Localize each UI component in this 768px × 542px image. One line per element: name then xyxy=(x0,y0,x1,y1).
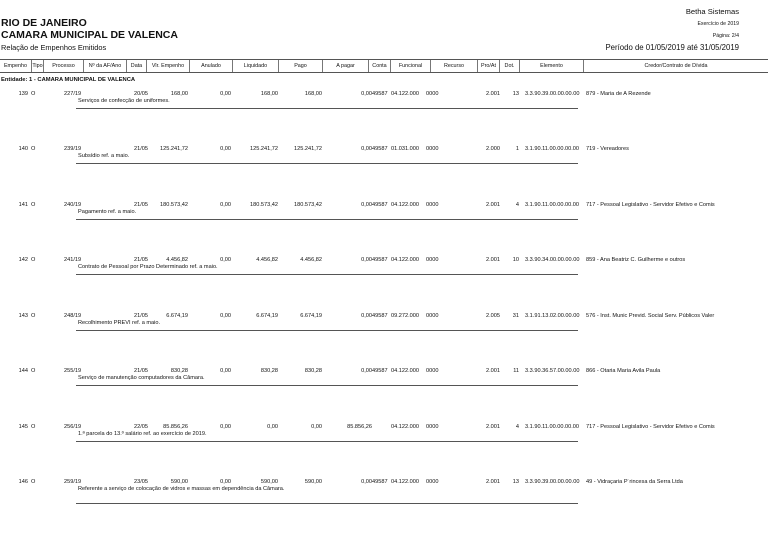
cell-anulado: 0,00 xyxy=(220,313,231,319)
cell-recurso: 0000 xyxy=(426,91,439,97)
cell-recurso: 0000 xyxy=(426,313,439,319)
cell-dot: 10 xyxy=(512,257,519,263)
cell-pago: 125.241,72 xyxy=(294,146,322,152)
row-description: Subsídio ref. a maio. xyxy=(78,153,130,159)
cell-anulado: 0,00 xyxy=(220,479,231,485)
cell-liquidado: 180.573,42 xyxy=(250,202,278,208)
cell-empenho: 142 xyxy=(18,257,28,263)
cell-credor: 576 - Inst. Munic Previd. Social Serv. Públicos Valer xyxy=(586,313,715,319)
column-header: Vlr. Empenho xyxy=(146,60,189,72)
cell-recurso: 0000 xyxy=(426,479,439,485)
cell-data: 21/05 xyxy=(134,202,148,208)
cell-data: 21/05 xyxy=(134,368,148,374)
cell-credor: 717 - Pessoal Legislativo - Servidor Efetivo e Comis xyxy=(586,424,715,430)
cell-recurso: 0000 xyxy=(426,257,439,263)
column-header: Data xyxy=(126,60,146,72)
cell-pago: 590,00 xyxy=(304,479,322,485)
entity-title: CAMARA MUNICIPAL DE VALENCA xyxy=(1,29,178,41)
cell-proat: 2.001 xyxy=(486,368,500,374)
cell-apagar: 0,00 xyxy=(361,257,372,263)
cell-credor: 879 - Maria de A Rezende xyxy=(586,91,651,97)
row-separator xyxy=(76,503,578,504)
cell-funcional: 04.122.000 xyxy=(391,479,419,485)
cell-credor: 866 - Otaria Maria Avila Paula xyxy=(586,368,661,374)
cell-proat: 2.000 xyxy=(486,146,500,152)
cell-tipo: O xyxy=(31,368,36,374)
cell-empenho: 145 xyxy=(18,424,28,430)
cell-apagar: 0,00 xyxy=(361,91,372,97)
cell-dot: 4 xyxy=(515,424,519,430)
cell-funcional: 04.122.000 xyxy=(391,91,419,97)
cell-anulado: 0,00 xyxy=(220,91,231,97)
cell-tipo: O xyxy=(31,424,36,430)
column-header: Nº da AF/Ano xyxy=(83,60,126,72)
cell-proat: 2.001 xyxy=(486,479,500,485)
column-header: Elemento xyxy=(519,60,583,72)
cell-dot: 31 xyxy=(512,313,519,319)
cell-apagar: 0,00 xyxy=(361,368,372,374)
cell-elemento: 3.3.90.36.57.00.00.00 xyxy=(525,368,580,374)
column-header: Processo xyxy=(43,60,83,72)
cell-processo: 256/19 xyxy=(64,424,82,430)
cell-vlr: 6.674,19 xyxy=(166,313,188,319)
cell-proat: 2.001 xyxy=(486,424,500,430)
cell-elemento: 3.1.90.11.00.00.00.00 xyxy=(525,202,580,208)
cell-pago: 4.456,82 xyxy=(300,257,322,263)
cell-credor: 717 - Pessoal Legislativo - Servidor Efetivo e Comis xyxy=(586,202,715,208)
row-description: Referente a serviço de colocação de vidros e massas em dependência da Câmara. xyxy=(78,486,285,492)
row-separator xyxy=(76,219,578,220)
column-header: Credor/Contrato de Dívida xyxy=(583,60,768,72)
cell-dot: 4 xyxy=(515,202,519,208)
cell-dot: 11 xyxy=(513,368,519,374)
row-description: Recolhimento PREVI ref. a maio. xyxy=(78,320,161,326)
fiscal-year: Exercício de 2019 xyxy=(697,21,739,27)
cell-vlr: 590,00 xyxy=(170,479,188,485)
column-header: Pro/At xyxy=(477,60,499,72)
cell-proat: 2.001 xyxy=(486,91,500,97)
cell-elemento: 3.1.90.11.00.00.00.00 xyxy=(525,424,580,430)
row-separator xyxy=(76,163,578,164)
cell-pago: 6.674,19 xyxy=(300,313,322,319)
row-description: Serviços de confecção de uniformes. xyxy=(78,98,170,104)
column-header: Tipo xyxy=(31,60,43,72)
cell-conta: 49587 xyxy=(372,257,388,263)
cell-empenho: 144 xyxy=(18,368,28,374)
cell-proat: 2.001 xyxy=(486,257,500,263)
cell-tipo: O xyxy=(31,146,36,152)
cell-liquidado: 4.456,82 xyxy=(256,257,278,263)
cell-processo: 259/19 xyxy=(64,479,82,485)
cell-elemento: 3.3.90.39.00.00.00.00 xyxy=(525,479,580,485)
cell-anulado: 0,00 xyxy=(220,202,231,208)
entity-line: Entidade: 1 - CAMARA MUNICIPAL DE VALENCA xyxy=(1,77,136,83)
cell-proat: 2.005 xyxy=(486,313,500,319)
cell-credor: 859 - Ana Beatriz C. Guilherme e outros xyxy=(586,257,686,263)
cell-liquidado: 6.674,19 xyxy=(256,313,278,319)
cell-anulado: 0,00 xyxy=(220,257,231,263)
cell-liquidado: 590,00 xyxy=(260,479,278,485)
cell-tipo: O xyxy=(31,202,36,208)
cell-pago: 0,00 xyxy=(311,424,322,430)
page-number: Página: 2/4 xyxy=(712,33,739,39)
cell-data: 23/05 xyxy=(134,479,148,485)
cell-data: 21/05 xyxy=(134,313,148,319)
cell-pago: 830,28 xyxy=(304,368,322,374)
row-separator xyxy=(76,108,578,109)
cell-processo: 241/19 xyxy=(64,257,82,263)
cell-liquidado: 125.241,72 xyxy=(250,146,278,152)
cell-dot: 13 xyxy=(512,479,519,485)
cell-funcional: 01.031.000 xyxy=(391,146,419,152)
column-header: Funcional xyxy=(390,60,430,72)
column-header: Recurso xyxy=(430,60,477,72)
cell-conta: 49587 xyxy=(372,368,388,374)
company-name: Betha Sistemas xyxy=(685,7,739,16)
cell-processo: 248/19 xyxy=(64,313,82,319)
cell-processo: 240/19 xyxy=(64,202,82,208)
cell-empenho: 143 xyxy=(18,313,28,319)
cell-empenho: 146 xyxy=(18,479,28,485)
row-separator xyxy=(76,330,578,331)
cell-empenho: 140 xyxy=(18,146,28,152)
cell-tipo: O xyxy=(31,91,36,97)
column-header: Empenho xyxy=(3,63,28,69)
cell-vlr: 168,00 xyxy=(170,91,188,97)
column-header: Conta xyxy=(368,60,390,72)
cell-dot: 1 xyxy=(515,146,519,152)
column-header: Liquidado xyxy=(232,60,278,72)
cell-liquidado: 830,28 xyxy=(260,368,278,374)
cell-funcional: 04.122.000 xyxy=(391,257,419,263)
cell-vlr: 125.241,72 xyxy=(160,146,188,152)
cell-data: 22/05 xyxy=(134,424,148,430)
cell-credor: 49 - Vidraçaria P´rincesa da Serra Ltda xyxy=(586,479,683,485)
cell-pago: 180.573,42 xyxy=(294,202,322,208)
cell-funcional: 04.122.000 xyxy=(391,202,419,208)
cell-anulado: 0,00 xyxy=(220,368,231,374)
row-description: Contrato de Pessoal por Prazo Determinado ref. a maio. xyxy=(78,264,218,270)
cell-conta: 49587 xyxy=(372,313,388,319)
column-header: Anulado xyxy=(189,60,232,72)
cell-liquidado: 168,00 xyxy=(260,91,278,97)
column-header: Pago xyxy=(278,60,322,72)
cell-vlr: 180.573,42 xyxy=(160,202,188,208)
cell-funcional: 04.122.000 xyxy=(391,368,419,374)
row-description: Serviço de manutenção computadores da Câmara. xyxy=(78,375,205,381)
report-name: Relação de Empenhos Emitidos xyxy=(1,43,107,52)
cell-recurso: 0000 xyxy=(426,146,439,152)
cell-data: 21/05 xyxy=(134,146,148,152)
cell-anulado: 0,00 xyxy=(220,424,231,430)
cell-elemento: 3.1.91.13.02.00.00.00 xyxy=(525,313,580,319)
cell-processo: 239/19 xyxy=(64,146,82,152)
cell-apagar: 0,00 xyxy=(361,479,372,485)
cell-recurso: 0000 xyxy=(426,424,439,430)
row-separator xyxy=(76,441,578,442)
cell-apagar: 0,00 xyxy=(361,146,372,152)
cell-elemento: 3.3.90.34.00.00.00.00 xyxy=(525,257,580,263)
header-bottom-rule xyxy=(0,72,768,73)
cell-recurso: 0000 xyxy=(426,368,439,374)
cell-tipo: O xyxy=(31,313,36,319)
cell-tipo: O xyxy=(31,479,36,485)
cell-anulado: 0,00 xyxy=(220,146,231,152)
cell-empenho: 139 xyxy=(18,91,28,97)
cell-conta: 49587 xyxy=(372,202,388,208)
cell-apagar: 85.856,26 xyxy=(347,424,372,430)
cell-funcional: 09.272.000 xyxy=(391,313,419,319)
cell-data: 21/05 xyxy=(134,257,148,263)
cell-liquidado: 0,00 xyxy=(267,424,278,430)
cell-data: 20/05 xyxy=(134,91,148,97)
cell-tipo: O xyxy=(31,257,36,263)
cell-pago: 168,00 xyxy=(304,91,322,97)
cell-vlr: 830,28 xyxy=(170,368,188,374)
cell-empenho: 141 xyxy=(18,202,28,208)
cell-elemento: 3.1.90.11.00.00.00.00 xyxy=(525,146,580,152)
cell-funcional: 04.122.000 xyxy=(391,424,419,430)
row-description: 1.ª parcela do 13.º salário ref. ao exercício de 2019. xyxy=(78,431,207,437)
cell-proat: 2.001 xyxy=(486,202,500,208)
cell-vlr: 85.856,26 xyxy=(163,424,188,430)
city-title: RIO DE JANEIRO xyxy=(1,17,87,29)
row-separator xyxy=(76,274,578,275)
cell-processo: 255/19 xyxy=(64,368,82,374)
cell-apagar: 0,00 xyxy=(361,313,372,319)
cell-vlr: 4.456,82 xyxy=(166,257,188,263)
cell-conta: 49587 xyxy=(372,91,388,97)
cell-conta: 49587 xyxy=(372,479,388,485)
cell-elemento: 3.3.90.39.00.00.00.00 xyxy=(525,91,580,97)
cell-conta: 49587 xyxy=(372,146,388,152)
row-description: Pagamento ref. a maio. xyxy=(78,209,137,215)
column-header: Dot. xyxy=(499,60,519,72)
row-separator xyxy=(76,385,578,386)
cell-apagar: 0,00 xyxy=(361,202,372,208)
column-header: A pagar xyxy=(322,60,368,72)
cell-recurso: 0000 xyxy=(426,202,439,208)
report-period: Período de 01/05/2019 até 31/05/2019 xyxy=(605,43,739,52)
cell-dot: 13 xyxy=(512,91,519,97)
cell-credor: 719 - Vereadores xyxy=(586,146,629,152)
cell-processo: 227/19 xyxy=(64,91,82,97)
